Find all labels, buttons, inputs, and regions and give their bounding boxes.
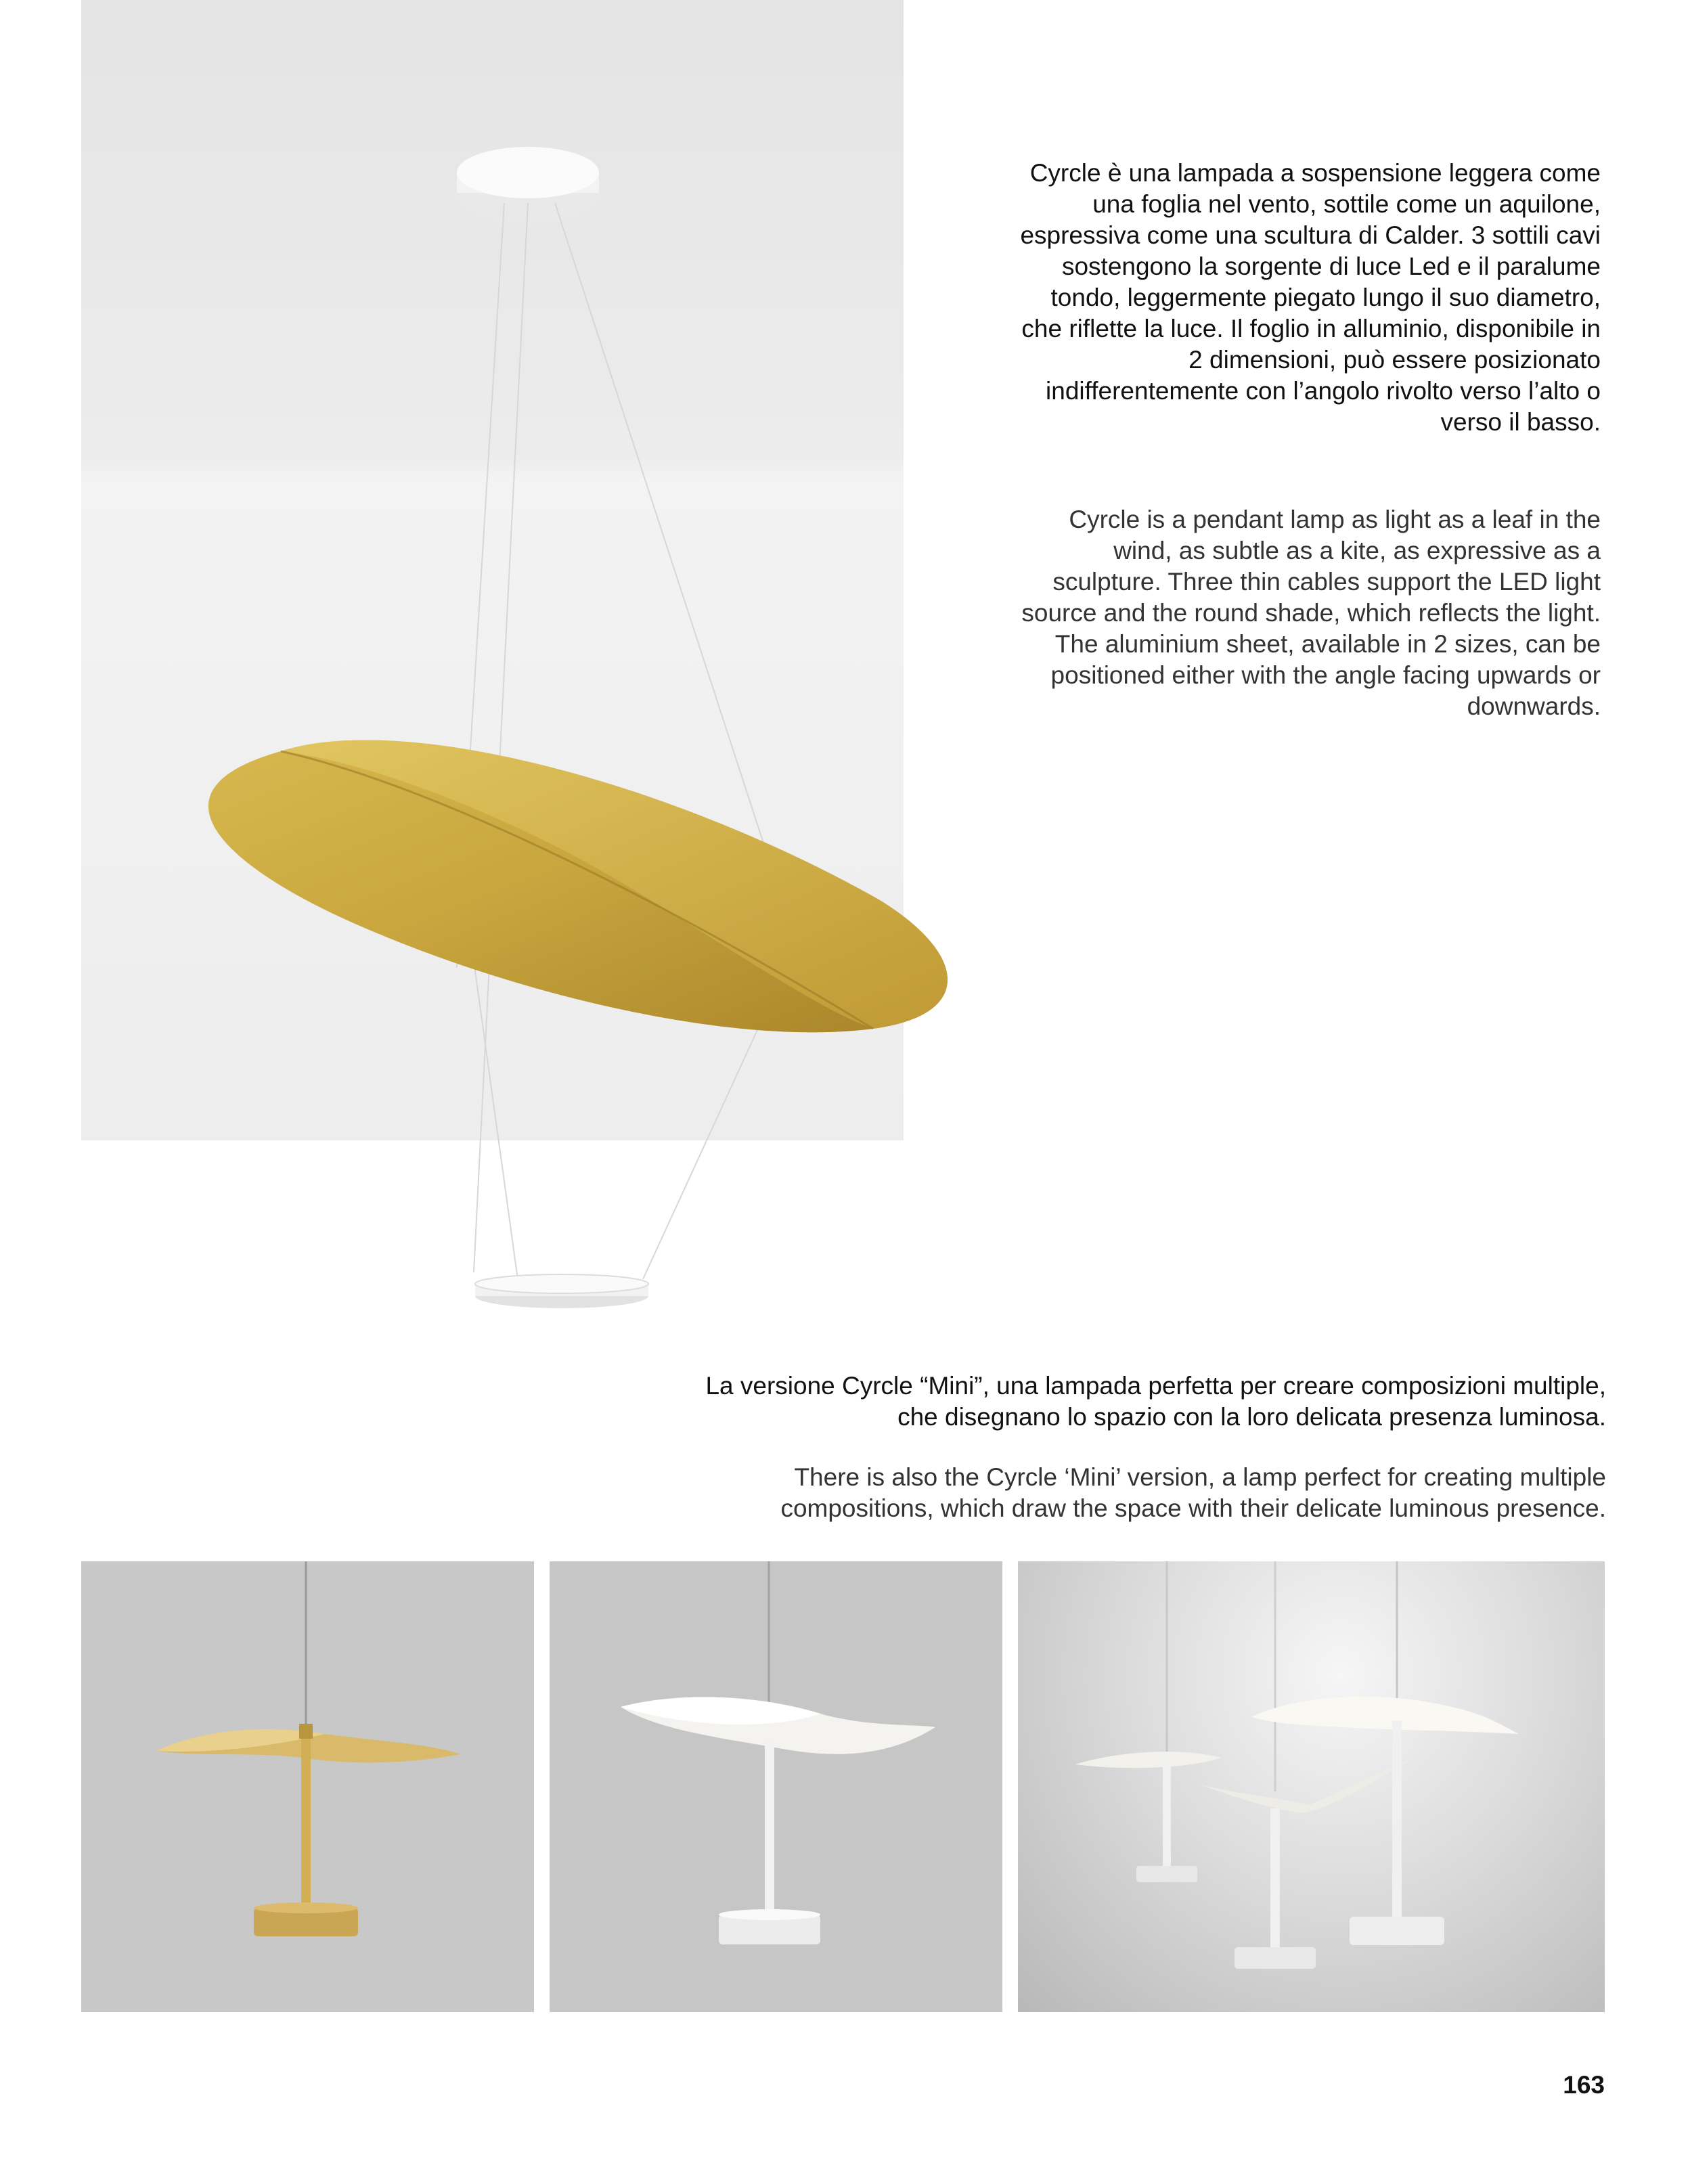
intro-italian-text: Cyrcle è una lampada a sospensione leggera come una foglia nel vento, sottile come un aquilone, espressiva come una scultura di Calder. 3 sottili cavi sostengono la sorgente di luce Led e il paralume tondo, leggermente piegato lungo il suo diametro, che riflette la luce. Il foglio in alluminio, disponibile in 2 dimensioni, può essere posizionato indifferentemente con l’angolo rivolto verso l’alto o verso il basso. bbox=[1020, 159, 1601, 436]
intro-english-text: Cyrcle is a pendant lamp as light as a leaf in the wind, as subtle as a kite, as expressive as a sculpture. Three thin cables support the LED light source and the round shade, which reflects the light. The aluminium sheet, available in 2 sizes, can be positioned either with the angle facing upwards or downwards. bbox=[1021, 506, 1601, 720]
mini-english-text: There is also the Cyrcle ‘Mini’ version, a lamp perfect for creating multiple compositions, which draw the space with their delicate luminous presence. bbox=[780, 1463, 1606, 1522]
photo-gold-mini-lamp bbox=[81, 1561, 534, 2012]
gold-mini-lamp-illustration bbox=[81, 1561, 534, 2012]
white-mini-lamp-illustration bbox=[550, 1561, 1002, 2012]
led-disc bbox=[475, 1274, 648, 1308]
gold-shade bbox=[208, 740, 948, 1032]
photo-white-mini-lamp bbox=[550, 1561, 1002, 2012]
composition-lamps-illustration bbox=[1018, 1561, 1605, 2012]
mini-italian-text: La versione Cyrcle “Mini”, una lampada perfetta per creare composizioni multiple, che disegnano lo spazio con la loro delicata presenza luminosa. bbox=[705, 1372, 1606, 1431]
page-number: 163 bbox=[1563, 2071, 1605, 2099]
suspension-cables bbox=[457, 203, 795, 1279]
photo-composition-mini-lamps bbox=[1018, 1561, 1605, 2012]
